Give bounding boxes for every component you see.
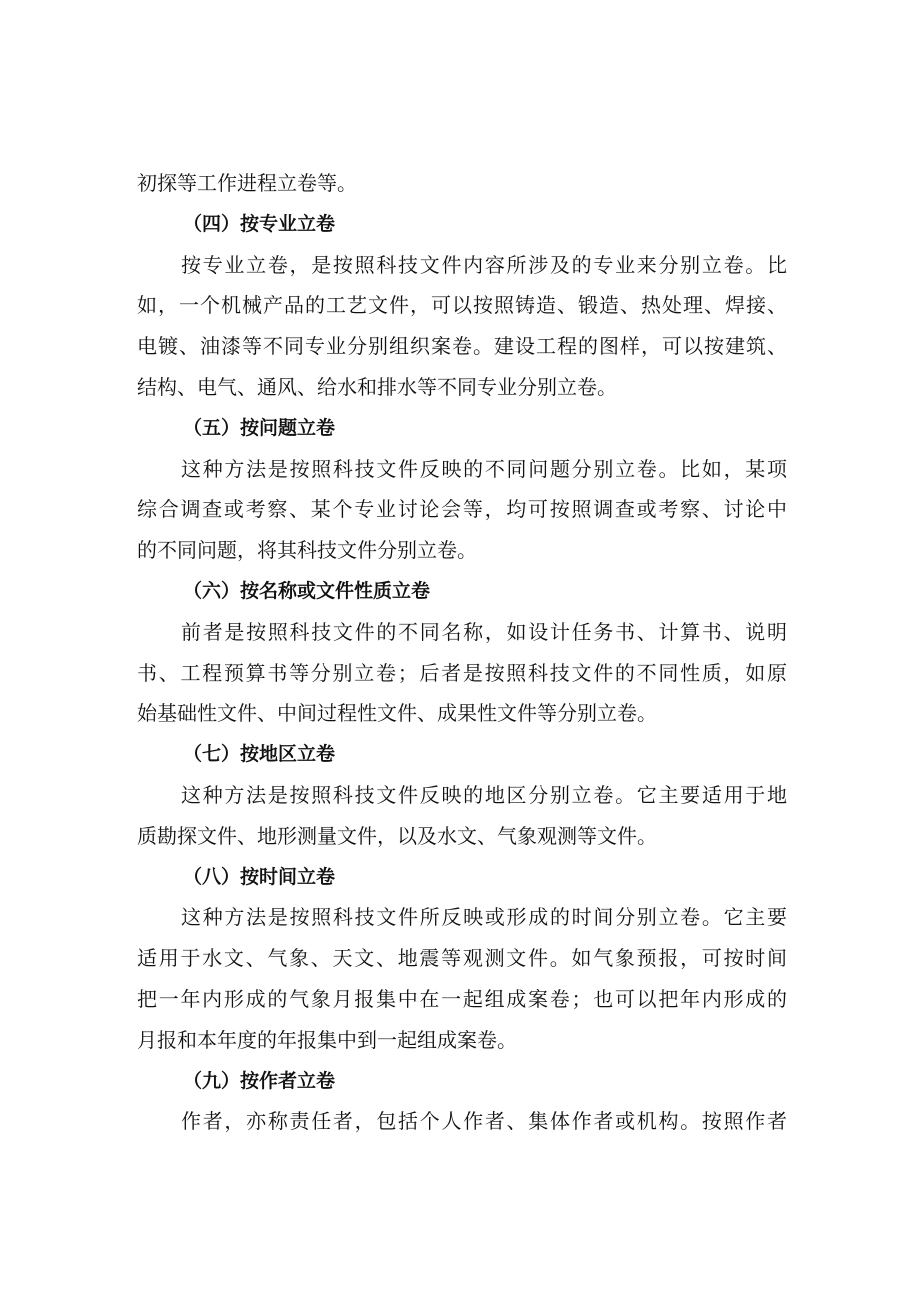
paragraph-line: 把一年内形成的气象月报集中在一起组成案卷；也可以把年内形成的 [137,986,787,1011]
section-heading: （五）按问题立卷 [183,416,336,439]
paragraph-line: 的不同问题，将其科技文件分别立卷。 [137,538,477,563]
paragraph-line: 这种方法是按照科技文件反映的不同问题分别立卷。比如，某项 [181,456,787,481]
paragraph-line: 这种方法是按照科技文件所反映或形成的时间分别立卷。它主要 [181,905,787,930]
paragraph-line: 如，一个机械产品的工艺文件，可以按照铸造、锻造、热处理、焊接、 [137,293,787,318]
paragraph-line: 按专业立卷，是按照科技文件内容所涉及的专业来分别立卷。比 [181,252,787,277]
section-heading: （九）按作者立卷 [183,1069,336,1092]
paragraph-line: 适用于水文、气象、天文、地震等观测文件。如气象预报，可按时间 [137,946,787,971]
section-heading: （七）按地区立卷 [183,743,336,766]
paragraph-line: 作者，亦称责任者，包括个人作者、集体作者或机构。按照作者 [181,1109,787,1134]
paragraph-line: 始基础性文件、中间过程性文件、成果性文件等分别立卷。 [137,701,657,726]
section-heading: （四）按专业立卷 [183,212,336,235]
paragraph-line: 电镀、油漆等不同专业分别组织案卷。建设工程的图样，可以按建筑、 [137,334,787,359]
paragraph-line: 综合调查或考察、某个专业讨论会等，均可按照调查或考察、讨论中 [137,497,787,522]
paragraph-line: 这种方法是按照科技文件反映的地区分别立卷。它主要适用于地 [181,782,787,807]
continuation-line: 初探等工作进程立卷等。 [137,171,357,195]
paragraph-line: 前者是按照科技文件的不同名称，如设计任务书、计算书、说明 [181,619,787,644]
paragraph-line: 结构、电气、通风、给水和排水等不同专业分别立卷。 [137,374,617,399]
paragraph-line: 质勘探文件、地形测量文件，以及水文、气象观测等文件。 [137,823,657,848]
section-heading: （六）按名称或文件性质立卷 [183,579,431,602]
document-page [137,163,787,1142]
section-heading: （八）按时间立卷 [183,865,336,888]
paragraph-line: 书、工程预算书等分别立卷；后者是按照科技文件的不同性质，如原 [137,660,787,685]
paragraph-line: 月报和本年度的年报集中到一起组成案卷。 [137,1027,517,1052]
